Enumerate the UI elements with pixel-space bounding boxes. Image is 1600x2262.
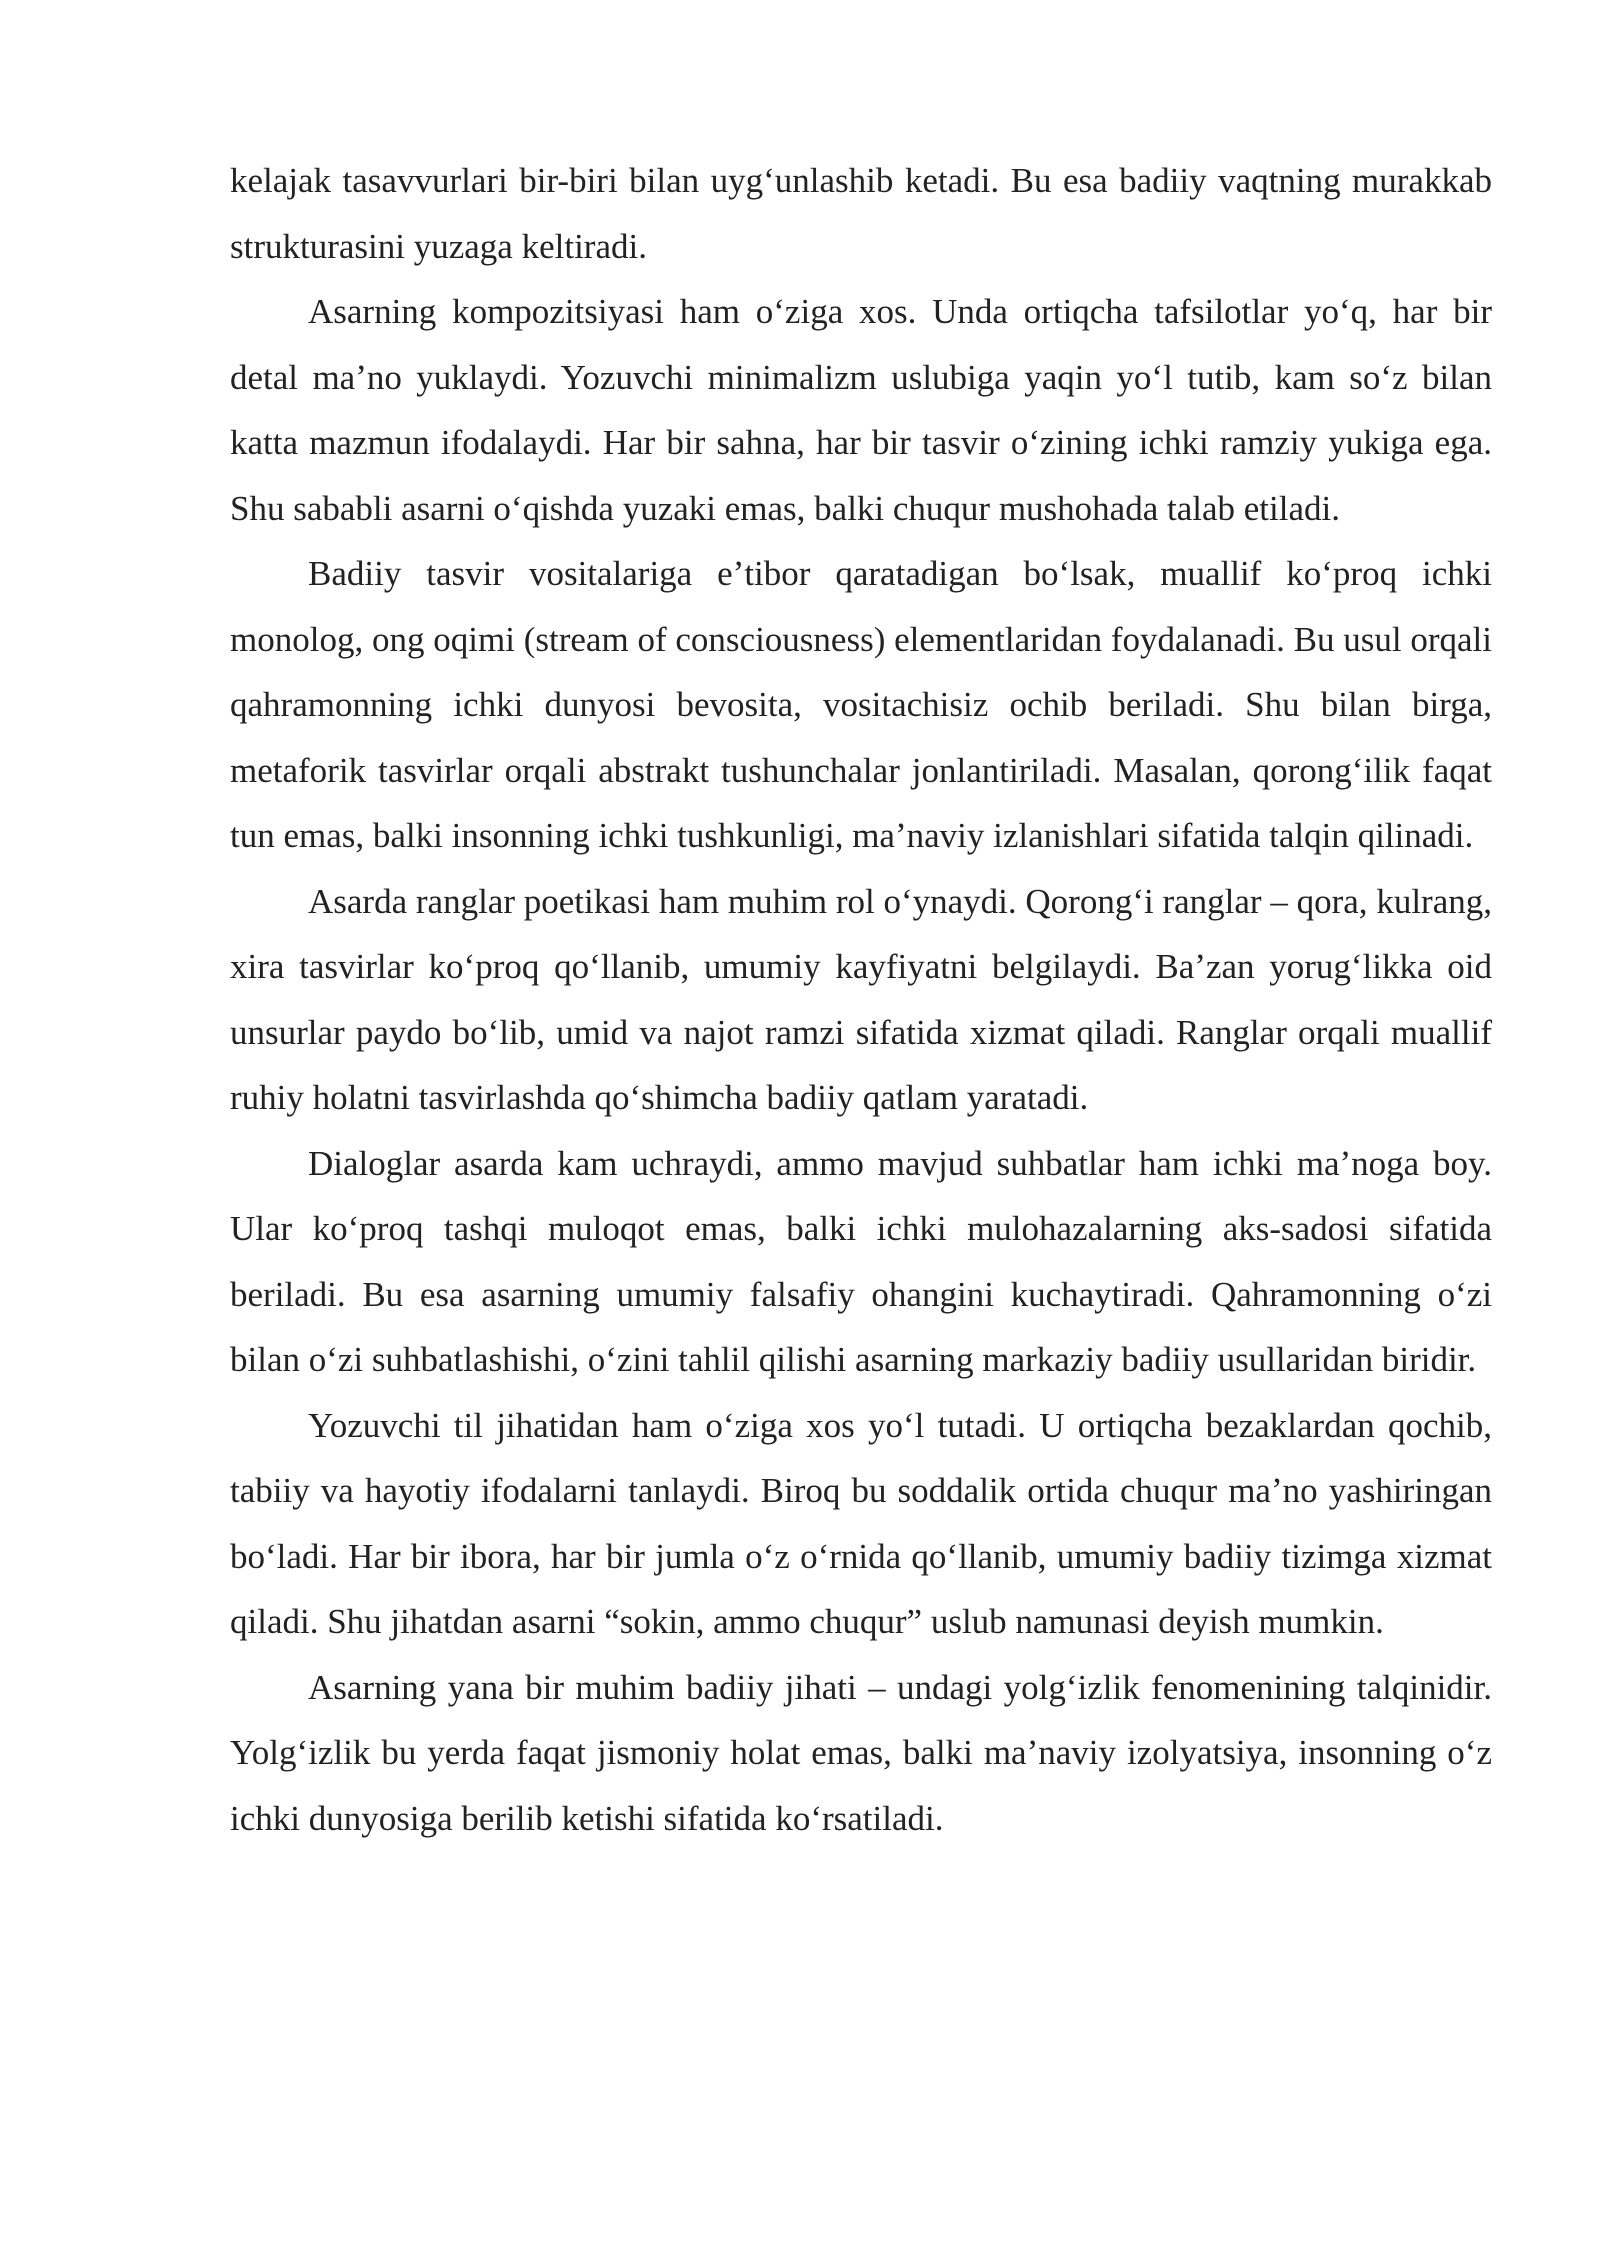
paragraph-dialogues: Dialoglar asarda kam uchraydi, ammo mavjud suhbatlar ham ichki maʼnoga boy. Ular koʻproq tashqi muloqot emas, balki ichki mulohazalarning aks-sadosi sifatida beriladi. Bu esa asarning umumiy falsafiy ohangini kuchaytiradi. Qahramonning oʻzi bilan oʻzi suhbatlashishi, oʻzini tahlil qilishi asarning markaziy badiiy usullaridan biridir. [230, 1143, 1492, 1379]
paragraph-artistic-means: Badiiy tasvir vositalariga eʼtibor qaratadigan boʻlsak, muallif koʻproq ichki monolog, ong oqimi (stream of consciousness) elementlaridan foydalanadi. Bu usul orqali qahramonning ichki dunyosi bevosita, vositachisiz ochib beriladi. Shu bilan birga, metaforik tasvirlar orqali abstrakt tushunchalar jonlantiriladi. Masalan, qorongʻilik faqat tun emas, balki insonning ichki tushkunligi, maʼnaviy izlanishlari sifatida talqin qilinadi. [230, 554, 1492, 855]
paragraph-composition: Asarning kompozitsiyasi ham oʻziga xos. Unda ortiqcha tafsilotlar yoʻq, har bir detal maʼno yuklaydi. Yozuvchi minimalizm uslubiga yaqin yoʻl tutib, kam soʻz bilan katta mazmun ifodalaydi. Har bir sahna, har bir tasvir oʻzining ichki ramziy yukiga ega. Shu sababli asarni oʻqishda yuzaki emas, balki chuqur mushohada talab etiladi. [230, 292, 1492, 528]
paragraph-1-continued: kelajak tasavvurlari bir-biri bilan uygʻunlashib ketadi. Bu esa badiiy vaqtning murakkab strukturasini yuzaga keltiradi. [230, 161, 1492, 266]
paragraph-color-poetics: Asarda ranglar poetikasi ham muhim rol oʻynaydi. Qorongʻi ranglar – qora, kulrang, xira tasvirlar koʻproq qoʻllanib, umumiy kayfiyatni belgilaydi. Baʼzan yorugʻlikka oid unsurlar paydo boʻlib, umid va najot ramzi sifatida xizmat qiladi. Ranglar orqali muallif ruhiy holatni tasvirlashda qoʻshimcha badiiy qatlam yaratadi. [230, 881, 1492, 1117]
paragraph-language-style: Yozuvchi til jihatidan ham oʻziga xos yoʻl tutadi. U ortiqcha bezaklardan qochib, tabiiy va hayotiy ifodalarni tanlaydi. Biroq bu soddalik ortida chuqur maʼno yashiringan boʻladi. Har bir ibora, har bir jumla oʻz oʻrnida qoʻllanib, umumiy badiiy tizimga xizmat qiladi. Shu jihatdan asarni “sokin, ammo chuqur” uslub namunasi deyish mumkin. [230, 1405, 1492, 1641]
paragraph-loneliness: Asarning yana bir muhim badiiy jihati – undagi yolgʻizlik fenomenining talqinidir. Yolgʻizlik bu yerda faqat jismoniy holat emas, balki maʼnaviy izolyatsiya, insonning oʻz ichki dunyosiga berilib ketishi sifatida koʻrsatiladi. [230, 1667, 1492, 1838]
document-page [230, 148, 1492, 1851]
